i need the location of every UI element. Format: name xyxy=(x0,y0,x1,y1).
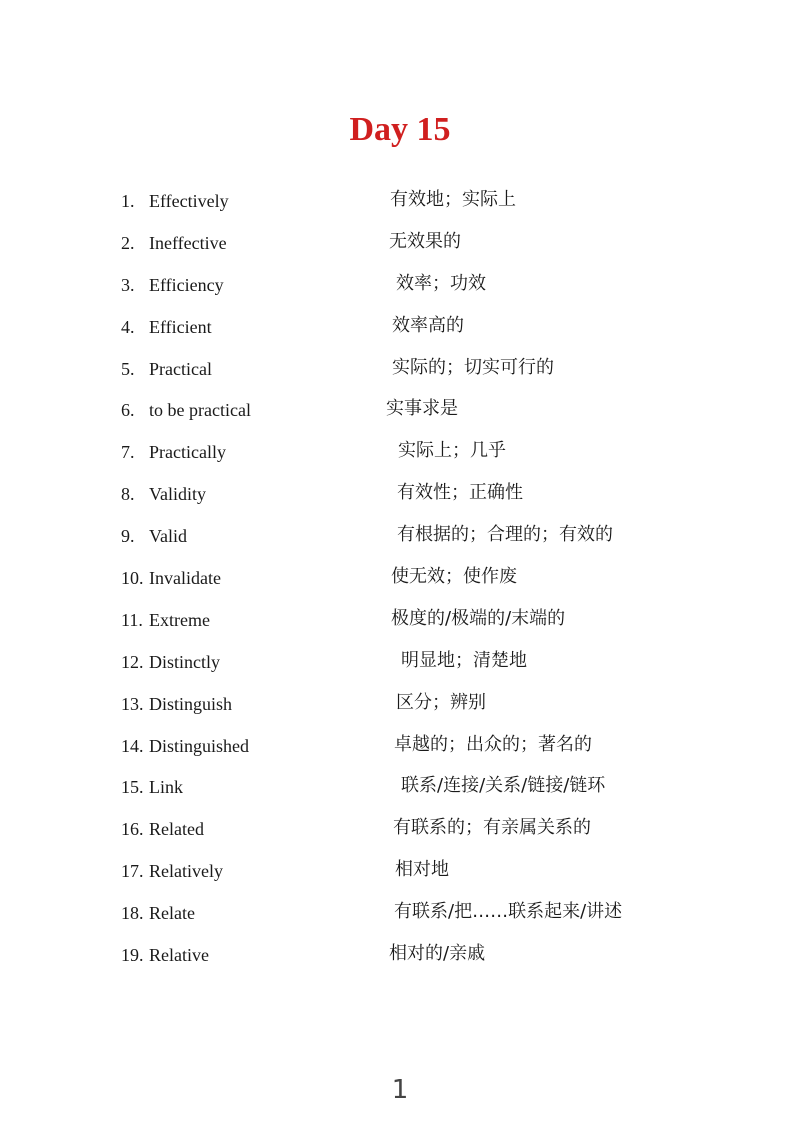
item-number: 13. xyxy=(121,693,144,714)
item-number: 10. xyxy=(121,568,144,589)
english-term: Efficiency xyxy=(149,274,224,295)
item-number: 12. xyxy=(121,651,144,672)
english-term: Validity xyxy=(149,484,206,505)
english-term: Relatively xyxy=(149,861,223,882)
list-item xyxy=(0,264,800,306)
item-number: 3. xyxy=(121,274,135,295)
item-number: 9. xyxy=(121,526,135,547)
item-number: 14. xyxy=(121,735,144,756)
item-number: 17. xyxy=(121,861,144,882)
english-term: Practical xyxy=(149,358,212,379)
item-number: 2. xyxy=(121,232,135,253)
english-term: Related xyxy=(149,819,204,840)
item-number: 18. xyxy=(121,903,144,924)
english-term: Practically xyxy=(149,442,226,463)
english-term: Ineffective xyxy=(149,232,227,253)
english-term: Invalidate xyxy=(149,568,221,589)
chinese-meaning: 实事求是 xyxy=(386,398,458,420)
list-item xyxy=(0,389,800,431)
english-term: Distinguished xyxy=(149,735,250,756)
english-term: Effectively xyxy=(149,191,229,211)
list-item xyxy=(0,431,800,473)
list-item xyxy=(0,222,800,264)
list-item xyxy=(0,473,800,515)
item-number: 15. xyxy=(121,777,144,798)
chinese-meaning: 效率高的 xyxy=(392,314,464,336)
english-term: Valid xyxy=(149,526,187,547)
chinese-meaning: 卓越的；出众的；著名的 xyxy=(394,733,592,755)
chinese-meaning: 有效地；实际上 xyxy=(390,189,516,210)
chinese-meaning: 效率；功效 xyxy=(396,272,486,294)
list-item xyxy=(0,934,800,976)
chinese-meaning: 实际的；切实可行的 xyxy=(392,356,554,378)
chinese-meaning: 联系/连接/关系/链接/链环 xyxy=(401,775,606,797)
list-item xyxy=(0,515,800,557)
chinese-meaning: 实际上；几乎 xyxy=(398,440,506,462)
english-term: Distinguish xyxy=(149,693,233,714)
item-number: 8. xyxy=(121,484,135,505)
page-number: 1 xyxy=(391,1075,409,1105)
chinese-meaning: 明显地；清楚地 xyxy=(401,649,527,671)
list-item xyxy=(0,892,800,934)
list-item xyxy=(0,808,800,850)
item-number: 1. xyxy=(121,191,135,211)
item-number: 11. xyxy=(121,609,143,630)
vocabulary-list xyxy=(0,180,800,976)
item-number: 4. xyxy=(121,316,135,337)
english-term: Relative xyxy=(149,945,209,966)
list-item xyxy=(0,766,800,808)
english-term: Link xyxy=(149,777,183,798)
list-item xyxy=(0,180,800,222)
english-term: Relate xyxy=(149,903,195,924)
list-item xyxy=(0,725,800,767)
list-item xyxy=(0,348,800,390)
chinese-meaning: 有联系/把……联系起来/讲述 xyxy=(394,901,623,923)
chinese-meaning: 使无效；使作废 xyxy=(391,566,517,588)
list-item xyxy=(0,641,800,683)
chinese-meaning: 无效果的 xyxy=(389,230,461,252)
english-term: to be practical xyxy=(149,400,251,421)
item-number: 19. xyxy=(121,945,144,966)
list-item xyxy=(0,599,800,641)
english-term: Extreme xyxy=(149,609,210,630)
item-number: 7. xyxy=(121,442,135,463)
chinese-meaning: 极度的/极端的/末端的 xyxy=(391,607,566,629)
chinese-meaning: 区分；辨别 xyxy=(396,691,486,713)
chinese-meaning: 有联系的；有亲属关系的 xyxy=(393,817,591,839)
item-number: 6. xyxy=(121,400,135,421)
english-term: Distinctly xyxy=(149,651,220,672)
chinese-meaning: 有根据的；合理的；有效的 xyxy=(397,524,613,546)
chinese-meaning: 有效性；正确性 xyxy=(397,482,523,504)
list-item xyxy=(0,557,800,599)
list-item xyxy=(0,306,800,348)
item-number: 5. xyxy=(121,358,135,379)
page-title: Day 15 xyxy=(349,111,451,148)
chinese-meaning: 相对的/亲戚 xyxy=(389,943,486,965)
english-term: Efficient xyxy=(149,316,212,337)
item-number: 16. xyxy=(121,819,144,840)
list-item xyxy=(0,850,800,892)
list-item xyxy=(0,683,800,725)
chinese-meaning: 相对地 xyxy=(395,859,449,881)
